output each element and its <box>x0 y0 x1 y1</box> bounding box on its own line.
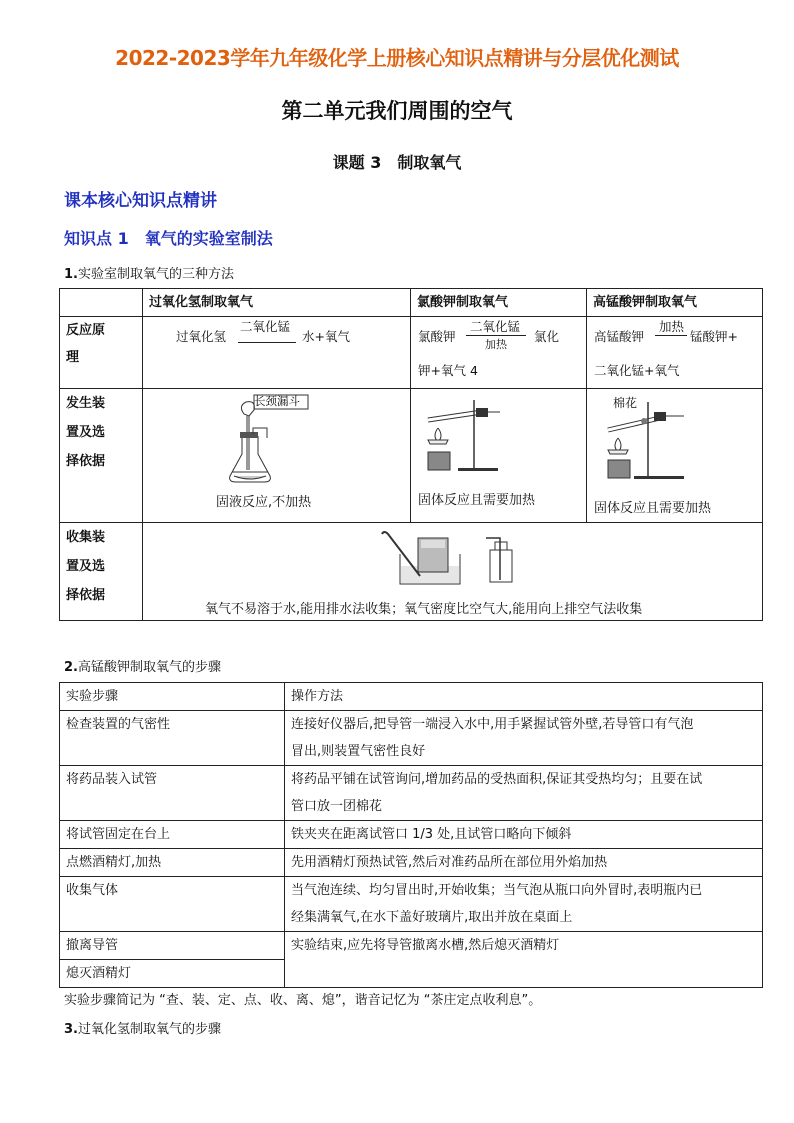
method-6: 实验结束,应先将导管撤离水槽,然后熄灭酒精灯 <box>285 932 763 988</box>
unit-title: 第二单元我们周围的空气 <box>281 99 513 123</box>
row-label-collection-line2: 置及选 <box>66 559 106 574</box>
gen-kmno4-reason: 固体反应且需要加热 <box>594 501 712 516</box>
question-3-text: 过氧化氢制取氧气的步骤 <box>77 1022 221 1037</box>
question-1-number: 1. <box>64 267 78 282</box>
step-1: 检查装置的气密性 <box>60 711 285 766</box>
collection-apparatus-icon <box>380 530 530 586</box>
row-label-reaction-line2: 理 <box>66 350 80 365</box>
method-1-line1: 连接好仪器后,把导管一端浸入水中,用手紧握试管外壁,若导管口有气泡 <box>291 717 694 732</box>
method-5-line2: 经集满氧气,在水下盖好玻璃片,取出并放在桌面上 <box>291 910 573 925</box>
row-label-collection <box>60 523 143 621</box>
h2o2-reaction-arrow <box>238 342 296 343</box>
row-label-collection-line1: 收集装 <box>66 530 106 545</box>
row-label-generation-line3: 择依据 <box>66 454 106 469</box>
row-label-reaction-line1: 反应原 <box>66 323 106 338</box>
method-2 <box>285 766 763 821</box>
column-header-kmno4: 高锰酸钾制取氧气 <box>587 289 763 317</box>
h2o2-reactant: 过氧化氢 <box>176 329 227 344</box>
steps-mnemonic-note: 实验步骤简记为 “查、装、定、点、收、离、熄”，谐音记忆为 “茶庄定点收利息”。 <box>64 993 542 1008</box>
row-label-generation-line1: 发生装 <box>66 396 106 411</box>
knowledge-point-title: 知识点 1 氧气的实验室制法 <box>64 229 273 248</box>
document-main-title: 2022-2023学年九年级化学上册核心知识点精讲与分层优化测试 <box>115 46 679 70</box>
method-2-line2: 管口放一团棉花 <box>291 799 383 814</box>
method-5 <box>285 877 763 932</box>
kmno4-reaction-arrow <box>655 335 687 336</box>
kclo3-condition-top: 二氧化锰 <box>470 319 521 334</box>
collection-reason: 氧气不易溶于水,能用排水法收集；氧气密度比空气大,能用向上排空气法收集 <box>205 602 643 617</box>
row-label-collection-line3: 择依据 <box>66 588 106 603</box>
kclo3-product-line1: 氯化 <box>534 329 560 344</box>
cotton-label: 棉花 <box>613 396 638 410</box>
kclo3-generator-apparatus-icon <box>420 398 500 478</box>
method-2-line1: 将药品平铺在试管询问,增加药品的受热面积,保证其受热均匀；且要在试 <box>291 772 703 787</box>
section-title: 课本核心知识点精讲 <box>64 191 217 211</box>
step-6: 撤离导管 <box>60 932 285 960</box>
method-5-line1: 当气泡连续、均匀冒出时,开始收集；当气泡从瓶口向外冒时,表明瓶内已 <box>291 883 703 898</box>
method-1 <box>285 711 763 766</box>
kmno4-product-line2: 二氧化锰+氧气 <box>594 363 680 378</box>
kmno4-product-line1: 锰酸钾+ <box>690 329 738 344</box>
kclo3-condition-bottom: 加热 <box>485 338 507 351</box>
row-label-generation <box>60 389 143 523</box>
funnel-label: 长颈漏斗 <box>254 394 300 408</box>
step-2: 将药品装入试管 <box>60 766 285 821</box>
question-2-text: 高锰酸钾制取氧气的步骤 <box>77 660 221 675</box>
method-1-line2: 冒出,则装置气密性良好 <box>291 744 426 759</box>
method-3: 铁夹夹在距离试管口 1/3 处,且试管口略向下倾斜 <box>285 821 763 849</box>
h2o2-condition: 二氧化锰 <box>240 319 291 334</box>
question-2-number: 2. <box>64 660 78 675</box>
step-5: 收集气体 <box>60 877 285 932</box>
row-label-reaction <box>60 317 143 389</box>
kclo3-product-line2: 钾+氧气 4 <box>418 363 478 378</box>
kclo3-reactant: 氯酸钾 <box>418 329 456 344</box>
kmno4-reactant: 高锰酸钾 <box>594 329 645 344</box>
column-header-h2o2: 过氧化氢制取氧气 <box>143 289 411 317</box>
question-3-number: 3. <box>64 1022 78 1037</box>
question-1-heading <box>64 263 234 282</box>
gen-kclo3-reason: 固体反应且需要加热 <box>418 493 536 508</box>
question-1-text: 实验室制取氧气的三种方法 <box>77 267 234 282</box>
column-header-kclo3: 氯酸钾制取氧气 <box>411 289 587 317</box>
h2o2-product: 水+氧气 <box>302 329 350 344</box>
step-7: 熄灭酒精灯 <box>60 960 285 988</box>
lesson-title: 课题 3 制取氧气 <box>332 153 462 172</box>
step-3: 将试管固定在台上 <box>60 821 285 849</box>
kmno4-steps-table <box>59 682 763 988</box>
question-3-heading <box>64 1018 221 1037</box>
question-2-heading <box>64 656 221 675</box>
kmno4-condition: 加热 <box>659 319 685 334</box>
kmno4-generator-apparatus-icon <box>600 400 690 485</box>
steps-header-method: 操作方法 <box>285 683 763 711</box>
steps-header-step: 实验步骤 <box>60 683 285 711</box>
method-4: 先用酒精灯预热试管,然后对准药品所在部位用外焰加热 <box>285 849 763 877</box>
gen-h2o2-reason: 固液反应,不加热 <box>216 495 312 510</box>
step-4: 点燃酒精灯,加热 <box>60 849 285 877</box>
row-label-generation-line2: 置及选 <box>66 425 106 440</box>
